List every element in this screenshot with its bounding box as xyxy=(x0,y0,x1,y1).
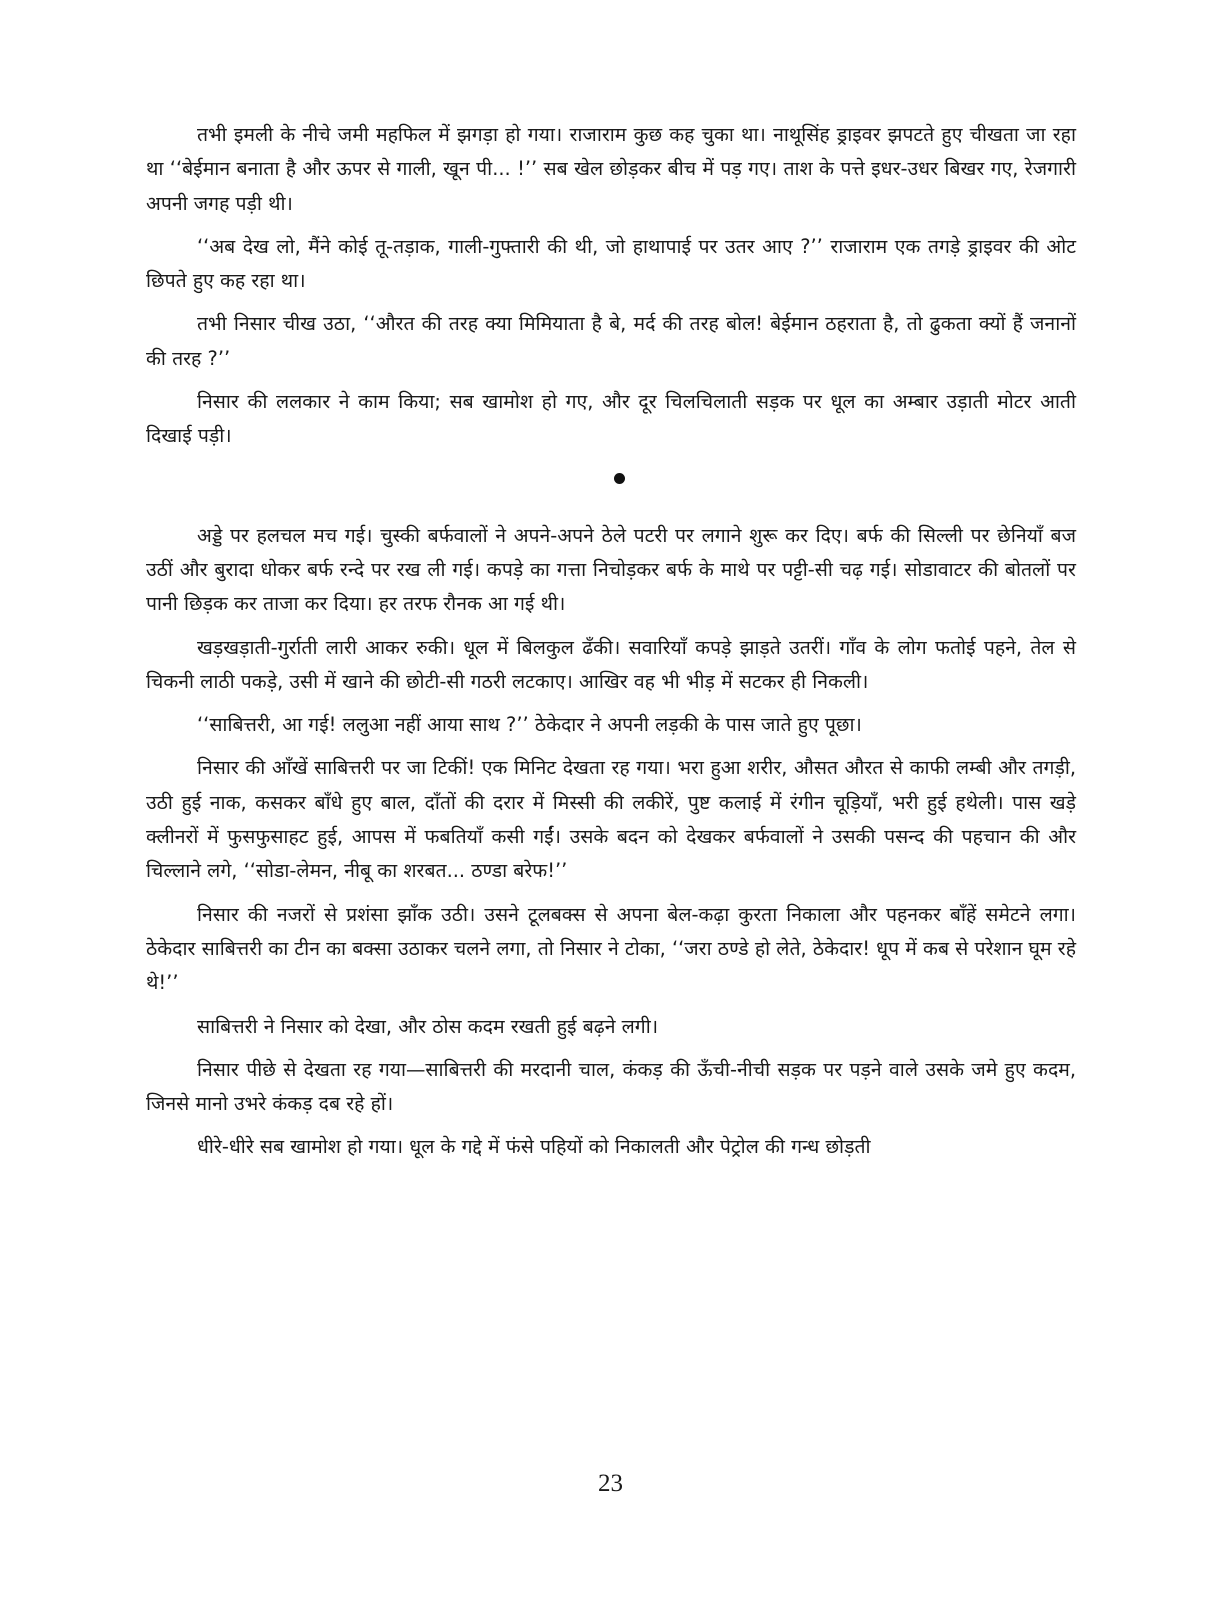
paragraph: तभी निसार चीख उठा, ‘‘औरत की तरह क्या मिमियाता है बे, मर्द की तरह बोल! बेईमान ठहराता है, तो ढुकता क्यों हैं जनानों की तरह ?’’ xyxy=(146,312,1076,370)
paragraph: धीरे-धीरे सब खामोश हो गया। धूल के गद्दे में फंसे पहियों को निकालती और पेट्रोल की गन्ध छोड़ती xyxy=(197,1135,871,1159)
paragraph: निसार पीछे से देखता रह गया—साबित्तरी की मरदानी चाल, कंकड़ की ऊँची-नीची सड़क पर पड़ने वाले उसके जमे हुए कदम, जिनसे मानो उभरे कंकड़ दब रहे हों। xyxy=(146,1057,1076,1116)
paragraph: निसार की ललकार ने काम किया; सब खामोश हो गए, और दूर चिलचिलाती सड़क पर धूल का अम्बार उड़ाती मोटर आती दिखाई पड़ी। xyxy=(146,390,1076,448)
section-break-bullet-icon xyxy=(614,473,625,484)
paragraph: खड़खड़ाती-गुर्राती लारी आकर रुकी। धूल में बिलकुल ढँकी। सवारियाँ कपड़े झाड़ते उतरीं। गाँव के लोग फतोई पहने, तेल से चिकनी लाठी पकड़े, उसी में खाने की छोटी-सी गठरी लटकाए। आखिर वह भी भीड़ में सटकर ही निकली। xyxy=(146,635,1076,693)
paragraph: ‘‘साबित्तरी, आ गई! ललुआ नहीं आया साथ ?’’ ठेकेदार ने अपनी लड़की के पास जाते हुए पूछा। xyxy=(197,713,862,737)
paragraph: अड्डे पर हलचल मच गई। चुस्की बर्फवालों ने अपने-अपने ठेले पटरी पर लगाने शुरू कर दिए। बर्फ की सिल्ली पर छेनियाँ बज उठीं और बुरादा धोकर बर्फ रन्दे पर रख ली गई। कपड़े का गत्ता निचोड़कर बर्फ के माथे पर पट्टी-सी चढ़ गई। सोडावाटर की बोतलों पर पानी छिड़क कर ताजा कर दिया। हर तरफ रौनक आ गई थी। xyxy=(146,523,1076,616)
paragraph: निसार की आँखें साबित्तरी पर जा टिकीं! एक मिनिट देखता रह गया। भरा हुआ शरीर, औसत औरत से काफी लम्बी और तगड़ी, उठी हुई नाक, कसकर बाँधे हुए बाल, दाँतों की दरार में मिस्सी की लकीरें, पुष्ट कलाई में रंगीन चूड़ियाँ, भरी हुई हथेली। पास खड़े क्लीनरों में फुसफुसाहट हुई, आपस में फबतियाँ कसी गईं। उसके बदन को देखकर बर्फवालों ने उसकी पसन्द की पहचान की और चिल्लाने लगे, ‘‘सोडा-लेमन, नीबू का शरबत... ठण्डा बरेफ!’’ xyxy=(146,756,1076,883)
paragraph: निसार की नजरों से प्रशंसा झाँक उठी। उसने टूलबक्स से अपना बेल-कढ़ा कुरता निकाला और पहनकर बाँहें समेटने लगा। ठेकेदार साबित्तरी का टीन का बक्सा उठाकर चलने लगा, तो निसार ने टोका, ‘‘जरा ठण्डे हो लेते, ठेकेदार! धूप में कब से परेशान घूम रहे थे!’’ xyxy=(146,902,1076,995)
paragraph: साबित्तरी ने निसार को देखा, और ठोस कदम रखती हुई बढ़ने लगी। xyxy=(197,1014,659,1038)
paragraph: ‘‘अब देख लो, मैंने कोई तू-तड़ाक, गाली-गुफ्तारी की थी, जो हाथापाई पर उतर आए ?’’ राजाराम एक तगड़े ड्राइवर की ओट छिपते हुए कह रहा था। xyxy=(146,234,1076,293)
page-number: 23 xyxy=(598,1470,623,1497)
paragraph: तभी इमली के नीचे जमी महफिल में झगड़ा हो गया। राजाराम कुछ कह चुका था। नाथूसिंह ड्राइवर झपटते हुए चीखता जा रहा था ‘‘बेईमान बनाता है और ऊपर से गाली, खून पी... !’’ सब खेल छोड़कर बीच में पड़ गए। ताश के पत्ते इधर-उधर बिखर गए, रेजगारी अपनी जगह पड़ी थी। xyxy=(146,123,1076,215)
body-text xyxy=(146,118,1076,1174)
section-break xyxy=(146,463,1076,519)
